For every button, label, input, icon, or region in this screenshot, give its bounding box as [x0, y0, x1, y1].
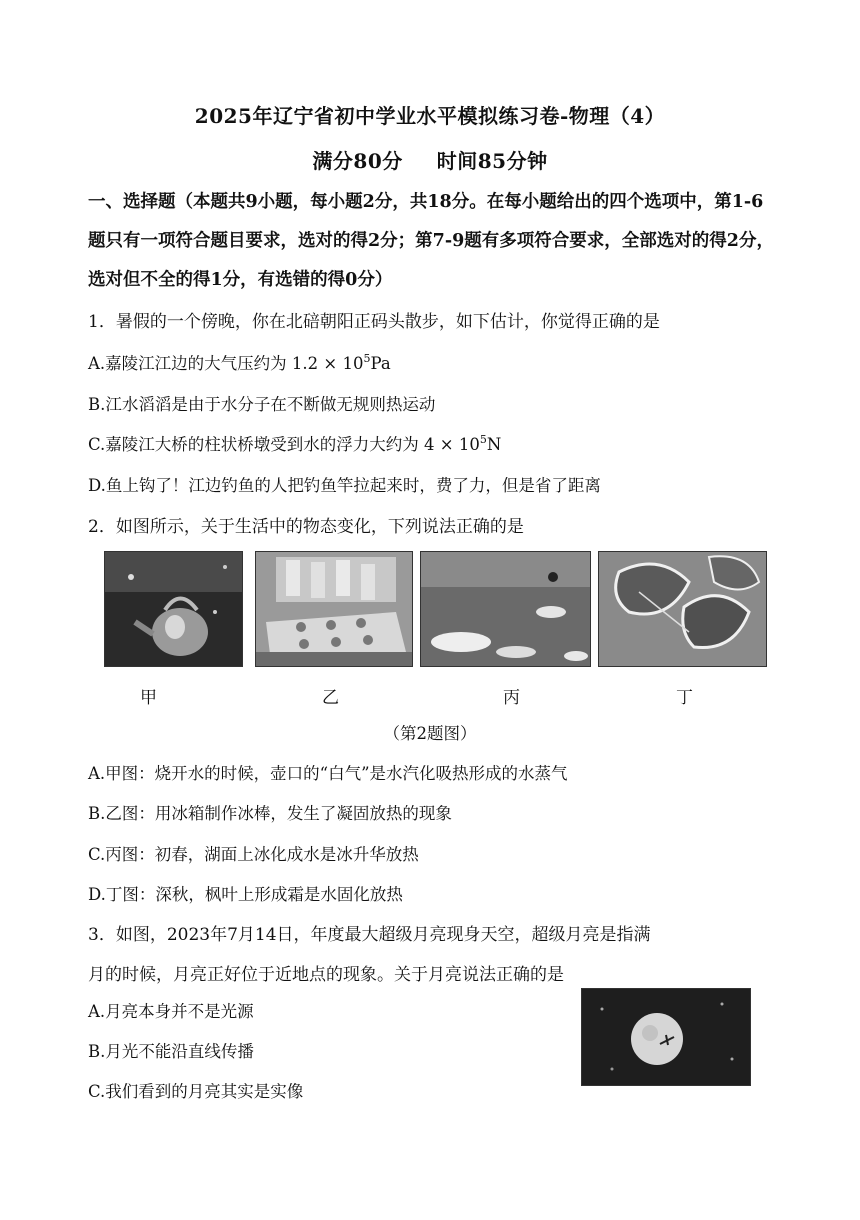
q3-option-b: B.月光不能沿直线传播 [88, 1042, 254, 1061]
q3-option-c: C.我们看到的月亮其实是实像 [88, 1082, 304, 1101]
q2-stem: 2．如图所示，关于生活中的物态变化，下列说法正确的是 [88, 517, 524, 537]
q3-option-a: A.月亮本身并不是光源 [88, 1002, 254, 1021]
photo-kettle [104, 551, 243, 667]
photo-ice-pops [255, 551, 413, 667]
exam-time: 时间85分钟 [436, 149, 548, 173]
photo-label-bing: 丙 [503, 688, 520, 708]
photo-label-jia: 甲 [140, 688, 157, 708]
photo-label-yi: 乙 [322, 688, 339, 708]
q2-option-a: A.甲图：烧开水的时候，壶口的“白气”是水汽化吸热形成的水蒸气 [88, 764, 568, 783]
section-heading: 一、选择题（本题共9小题，每小题2分，共18分。在每小题给出的四个选项中，第1-6题只有一项符合题目要求，选对的得2分；第7-9题有多项符合要求，全部选对的得2分，选对但不全的得1分，有选错的得0分） [88, 192, 774, 290]
q1-stem: 1．暑假的一个傍晚，你在北碚朝阳正码头散步，如下估计，你觉得正确的是 [88, 312, 660, 332]
photo-frost-leaves [598, 551, 767, 667]
q1-option-d: D.鱼上钩了！江边钓鱼的人把钓鱼竿拉起来时，费了力，但是省了距离 [88, 476, 601, 495]
q1-option-c: C.嘉陵江大桥的柱状桥墩受到水的浮力大约为 $4 \times 10^5N$ [88, 433, 502, 454]
q2-option-c: C.丙图：初春，湖面上冰化成水是冰升华放热 [88, 845, 419, 864]
figure-caption: （第2题图） [383, 724, 477, 743]
q2-option-d: D.丁图：深秋，枫叶上形成霜是水固化放热 [88, 885, 403, 904]
q3-stem-line1: 3．如图，2023年7月14日，年度最大超级月亮现身天空，超级月亮是指满 [88, 925, 651, 945]
q2-option-b: B.乙图：用冰箱制作冰棒，发生了凝固放热的现象 [88, 804, 452, 823]
exam-title: 2025年辽宁省初中学业水平模拟练习卷-物理（4） [194, 104, 666, 128]
full-score: 满分80分 [312, 149, 403, 173]
exam-subtitle [0, 145, 860, 174]
photo-label-ding: 丁 [676, 688, 693, 708]
photo-melting-ice [420, 551, 591, 667]
photo-super-moon [581, 988, 751, 1086]
q3-stem-line2: 月的时候，月亮正好位于近地点的现象。关于月亮说法正确的是 [88, 965, 564, 985]
q1-option-a: A.嘉陵江江边的大气压约为 $1.2 \times 10^5Pa$ [88, 352, 391, 373]
q1-option-b: B.江水滔滔是由于水分子在不断做无规则热运动 [88, 395, 436, 414]
